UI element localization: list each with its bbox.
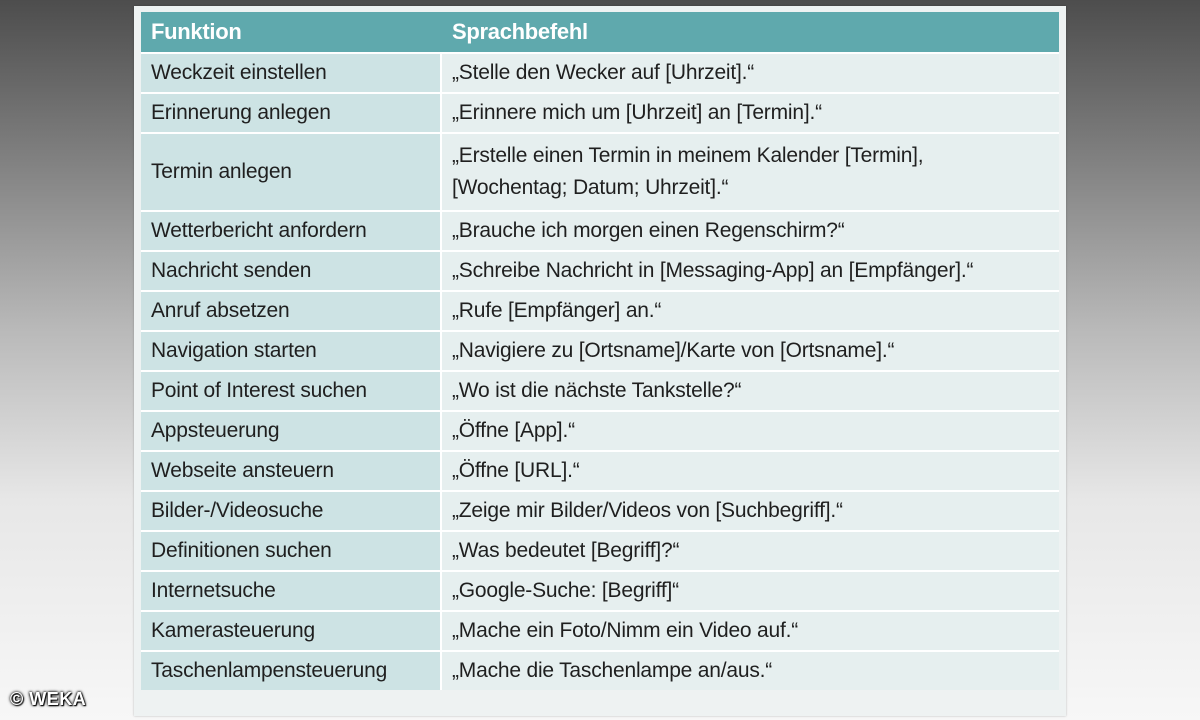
command-cell: „Schreibe Nachricht in [Messaging-App] an [Empfänger].“	[442, 250, 1059, 290]
command-cell: „Rufe [Empfänger] an.“	[442, 290, 1059, 330]
command-cell: „Erinnere mich um [Uhrzeit] an [Termin].“	[442, 92, 1059, 132]
table-row	[141, 370, 1059, 410]
table-header-row	[141, 12, 1059, 52]
copyright-watermark: © WEKA	[10, 689, 87, 709]
command-cell: „Öffne [URL].“	[442, 450, 1059, 490]
table-row	[141, 410, 1059, 450]
header-voice-command: Sprachbefehl	[452, 19, 588, 44]
function-cell: Wetterbericht anfordern	[141, 210, 442, 250]
function-cell: Kamerasteuerung	[141, 610, 442, 650]
function-cell: Erinnerung anlegen	[141, 92, 442, 132]
function-cell: Taschenlampensteuerung	[141, 650, 442, 690]
table-row	[141, 610, 1059, 650]
voice-commands-table	[141, 12, 1059, 690]
table-row	[141, 92, 1059, 132]
header-function: Funktion	[151, 19, 242, 44]
command-cell: „Brauche ich morgen einen Regenschirm?“	[442, 210, 1059, 250]
command-cell: „Stelle den Wecker auf [Uhrzeit].“	[442, 52, 1059, 92]
table-row	[141, 570, 1059, 610]
command-cell: „Mache ein Foto/Nimm ein Video auf.“	[442, 610, 1059, 650]
command-cell: „Mache die Taschenlampe an/aus.“	[442, 650, 1059, 690]
table-row	[141, 210, 1059, 250]
function-cell: Nachricht senden	[141, 250, 442, 290]
function-cell: Appsteuerung	[141, 410, 442, 450]
command-cell: „Wo ist die nächste Tankstelle?“	[442, 370, 1059, 410]
command-cell: „Was bedeutet [Begriff]?“	[442, 530, 1059, 570]
table-row	[141, 132, 1059, 210]
command-cell: „Öffne [App].“	[442, 410, 1059, 450]
table-row	[141, 250, 1059, 290]
table-row	[141, 290, 1059, 330]
command-cell: „Google-Suche: [Begriff]“	[442, 570, 1059, 610]
function-cell: Termin anlegen	[141, 132, 442, 210]
function-cell: Bilder-/Videosuche	[141, 490, 442, 530]
function-cell: Weckzeit einstellen	[141, 52, 442, 92]
function-cell: Point of Interest suchen	[141, 370, 442, 410]
function-cell: Internetsuche	[141, 570, 442, 610]
table-row	[141, 650, 1059, 690]
table-row	[141, 530, 1059, 570]
table-row	[141, 490, 1059, 530]
table-row	[141, 330, 1059, 370]
function-cell: Definitionen suchen	[141, 530, 442, 570]
command-cell	[442, 132, 1059, 210]
command-cell: „Zeige mir Bilder/Videos von [Suchbegriff].“	[442, 490, 1059, 530]
table-row	[141, 450, 1059, 490]
table-row	[141, 52, 1059, 92]
command-text: „Erstelle einen Termin in meinem Kalender [Termin], [Wochentag; Datum; Uhrzeit].“	[452, 144, 924, 199]
function-cell: Navigation starten	[141, 330, 442, 370]
function-cell: Anruf absetzen	[141, 290, 442, 330]
command-cell: „Navigiere zu [Ortsname]/Karte von [Ortsname].“	[442, 330, 1059, 370]
function-cell: Webseite ansteuern	[141, 450, 442, 490]
